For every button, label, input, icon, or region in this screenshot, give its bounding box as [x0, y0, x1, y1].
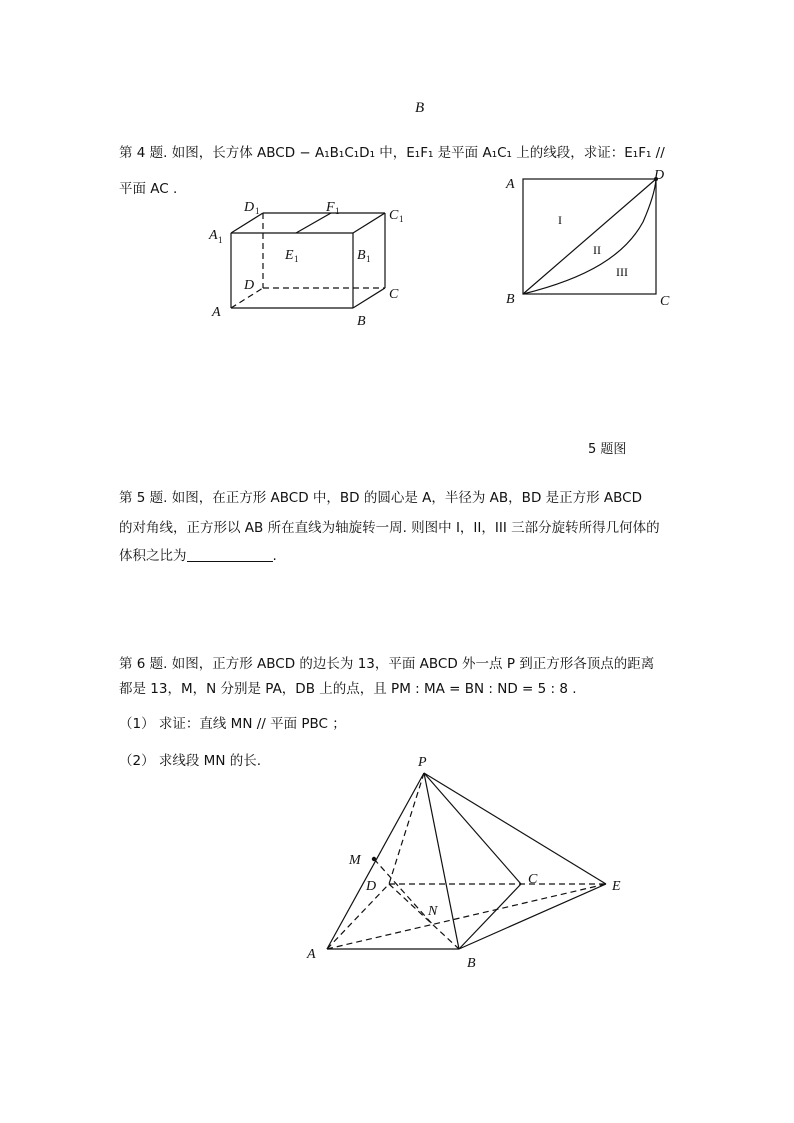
- label-C1-sub: 1: [399, 214, 404, 224]
- edge-P-B: [424, 773, 459, 949]
- square-label-A: A: [506, 177, 515, 192]
- label-E1-sub: 1: [294, 254, 299, 264]
- q6-part-2: （2） 求线段 MN 的长.: [119, 753, 262, 769]
- label-A: A: [212, 305, 221, 320]
- label-D: D: [244, 278, 255, 293]
- q5-line-3-text: 体积之比为: [119, 548, 187, 564]
- label-B1-sub: 1: [366, 254, 371, 264]
- label-F1-sub: 1: [335, 206, 340, 216]
- q5-line-2: 的对角线，正方形以 AB 所在直线为轴旋转一周. 则图中 I，II，III 三部分旋转所得几何体的: [119, 520, 660, 536]
- label-B: B: [357, 314, 366, 329]
- edge-B-E: [459, 884, 606, 949]
- label-D1-sub: 1: [255, 206, 260, 216]
- pyramid-label-C: C: [528, 872, 538, 887]
- label-A1-sub: 1: [218, 235, 223, 245]
- pyramid-label-B: B: [467, 956, 476, 971]
- region-label-III: III: [616, 265, 628, 279]
- point-M: [372, 857, 376, 861]
- label-C1: C: [389, 208, 399, 223]
- pyramid-label-D: D: [366, 879, 377, 894]
- q5-line-3-end: .: [272, 548, 277, 564]
- label-E1: E: [285, 248, 294, 263]
- pyramid-label-E: E: [612, 879, 621, 894]
- square-label-B: B: [506, 292, 515, 307]
- q6-line-2: 都是 13，M，N 分别是 PA，DB 上的点，且 PM : MA = BN : ND = 5 : 8 .: [119, 681, 577, 697]
- region-label-II: II: [593, 243, 601, 257]
- square-label-C: C: [660, 294, 670, 309]
- q4-line-1: 第 4 题. 如图，长方体 ABCD − A₁B₁C₁D₁ 中，E₁F₁ 是平面 A₁C₁ 上的线段，求证：E₁F₁ //: [119, 145, 665, 161]
- edge-P-C: [424, 773, 521, 884]
- hidden-edge-P-D: [389, 773, 424, 884]
- label-F1: F: [326, 200, 335, 215]
- q6-part-1: （1） 求证：直线 MN // 平面 PBC ；: [119, 716, 346, 732]
- pyramid-label-M: M: [349, 853, 361, 868]
- square-label-D: D: [654, 168, 665, 183]
- label-D1: D: [244, 200, 255, 215]
- fig5-caption: 5 题图: [588, 442, 627, 457]
- pyramid-label-N: N: [428, 904, 438, 919]
- label-A1: A: [209, 228, 218, 243]
- region-label-I: I: [558, 213, 562, 227]
- hidden-segment-M-N: [374, 859, 434, 926]
- label-C: C: [389, 287, 399, 302]
- edge-P-E: [424, 773, 606, 884]
- q5-line-1: 第 5 题. 如图，在正方形 ABCD 中，BD 的圆心是 A，半径为 AB，BD 是正方形 ABCD: [119, 490, 642, 506]
- q4-line-2: 平面 AC .: [119, 181, 178, 197]
- pyramid-label-P: P: [418, 755, 427, 770]
- q6-line-1: 第 6 题. 如图，正方形 ABCD 的边长为 13，平面 ABCD 外一点 P 到正方形各顶点的距离: [119, 656, 655, 672]
- label-B1: B: [357, 248, 366, 263]
- top-label: B: [415, 100, 425, 116]
- pyramid-label-A: A: [307, 947, 316, 962]
